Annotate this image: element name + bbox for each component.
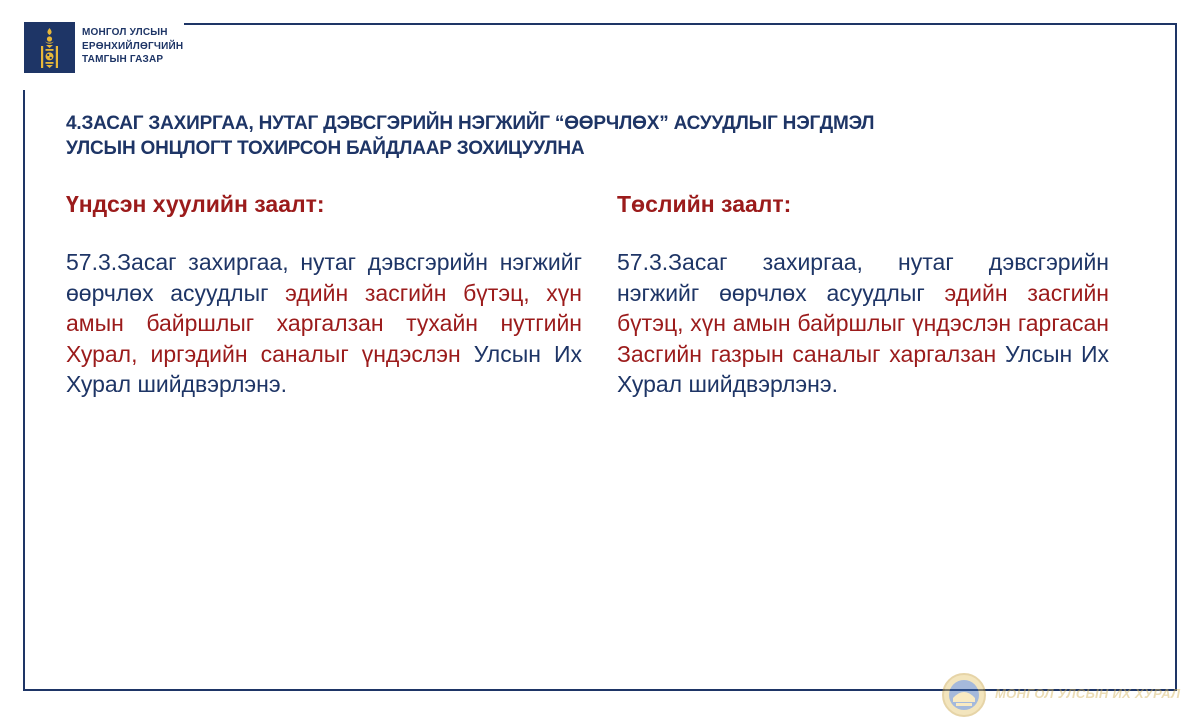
org-name-line-3: ТАМГЫН ГАЗАР: [82, 54, 164, 65]
soyombo-emblem-icon: [24, 22, 75, 73]
draft-text-part-1: 57.3.Засаг захиргаа, нутаг дэвсгэрийн нэгжийг өөрчлөх асуудлыг: [617, 249, 1109, 306]
slide-title-line-1: 4.ЗАСАГ ЗАХИРГАА, НУТАГ ДЭВСГЭРИЙН НЭГЖИЙГ “ӨӨРЧЛӨХ” АСУУДЛЫГ НЭГДМЭЛ: [66, 113, 875, 134]
constitution-text-part-2: Улсын Их Хурал шийдвэрлэнэ.: [66, 340, 582, 397]
state-emblem-seal-icon: [941, 672, 987, 718]
constitution-text-part-1: 57.3.Засаг захиргаа, нутаг дэвсгэрийн нэгжийг өөрчлөх асуудлыг: [66, 249, 582, 306]
org-name-line-1: МОНГОЛ УЛСЫН: [82, 27, 168, 38]
watermark-text: МОНГОЛ УЛСЫН ИХ ХУРАЛ: [995, 686, 1181, 701]
slide-title-line-2: УЛСЫН ОНЦЛОГТ ТОХИРСОН БАЙДЛААР ЗОХИЦУУЛНА: [66, 138, 585, 159]
slide-title: [66, 111, 1126, 161]
draft-text-part-2: Улсын Их Хурал шийдвэрлэнэ.: [617, 340, 1109, 397]
organization-name: [82, 26, 183, 67]
draft-provision-text: [617, 247, 1109, 400]
org-name-line-2: ЕРӨНХИЙЛӨГЧИЙН: [82, 40, 184, 52]
frame-border-left: [23, 90, 25, 691]
constitution-text-highlight: эдийн засгийн бүтэц, хүн амын байршлыг харгалзан тухайн нутгийн Хурал, иргэдийн саналыг үндэслэн: [66, 279, 582, 367]
parliament-watermark: [941, 672, 1191, 720]
draft-provision-heading: Төслийн заалт:: [617, 191, 792, 217]
frame-border-right: [1175, 23, 1177, 690]
draft-text-highlight: эдийн засгийн бүтэц, хүн амын байршлыг үндэслэн гаргасан Засгийн газрын саналыг харгалзан: [617, 279, 1109, 367]
constitution-provision-heading: Үндсэн хуулийн заалт:: [66, 191, 325, 217]
constitution-provision-text: [66, 247, 582, 400]
frame-border-top: [184, 23, 1177, 25]
